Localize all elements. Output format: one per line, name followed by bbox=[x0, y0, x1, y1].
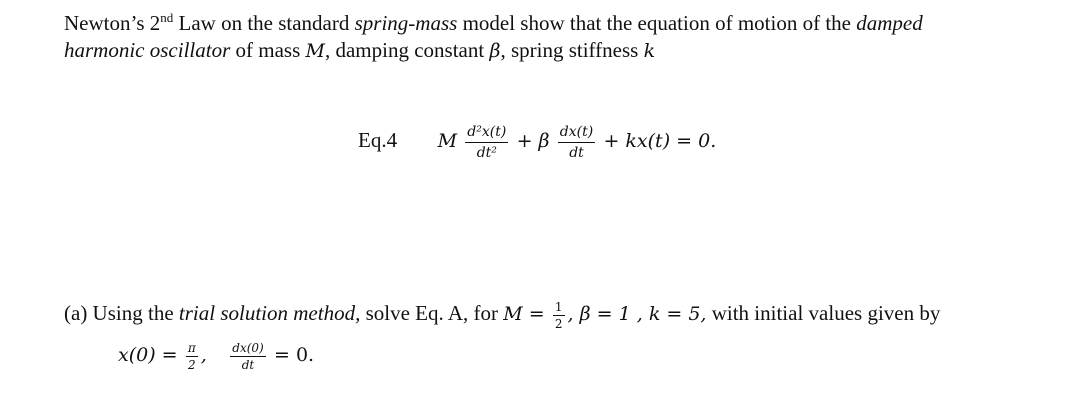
half-fraction bbox=[553, 300, 565, 331]
second-derivative-fraction bbox=[465, 123, 508, 162]
intro-text-b: Law on the standard bbox=[173, 11, 355, 35]
second-derivative-denominator: dt² bbox=[476, 144, 497, 161]
initial-velocity-rhs: = 0. bbox=[273, 344, 315, 366]
question-tail: with initial values given by bbox=[706, 301, 941, 325]
intro-line-2 bbox=[64, 37, 655, 64]
equation-eq4 bbox=[358, 118, 716, 163]
first-derivative-denominator: dt bbox=[569, 144, 584, 161]
ordinal-superscript: nd bbox=[160, 10, 174, 25]
symbol-mass: M bbox=[305, 40, 325, 62]
eq-mass-symbol: M bbox=[437, 130, 458, 152]
equation-label: Eq.4 bbox=[358, 128, 398, 152]
pi-denominator: 2 bbox=[187, 357, 196, 372]
intro-text-f: , spring stiffness bbox=[500, 38, 644, 62]
question-mid: solve Eq. A, for bbox=[360, 301, 504, 325]
term-trial-solution: trial solution method, bbox=[178, 301, 361, 325]
initial-comma: , bbox=[200, 344, 207, 366]
first-derivative-numerator: dx(t) bbox=[558, 123, 595, 143]
half-numerator: 1 bbox=[554, 299, 563, 314]
eq-plus-beta: + β bbox=[516, 130, 550, 152]
eq-remainder: + kx(t) = 0. bbox=[603, 130, 717, 152]
parameter-values: , β = 1 , k = 5, bbox=[567, 303, 707, 325]
intro-text-d: of mass bbox=[230, 38, 306, 62]
term-harmonic-oscillator: harmonic oscillator bbox=[64, 38, 231, 62]
symbol-k: k bbox=[643, 40, 656, 62]
half-denominator: 2 bbox=[554, 316, 563, 331]
pi-over-two-fraction bbox=[186, 341, 198, 372]
second-derivative-numerator: d²x(t) bbox=[465, 123, 508, 143]
question-prefix: (a) Using the bbox=[64, 301, 179, 325]
intro-text-e: , damping constant bbox=[324, 38, 490, 62]
first-derivative-fraction bbox=[558, 123, 595, 162]
pi-numerator: π bbox=[187, 340, 196, 355]
question-a-line-2 bbox=[118, 334, 314, 375]
symbol-beta: β bbox=[489, 40, 501, 62]
intro-line-1 bbox=[64, 10, 923, 36]
question-a-line-1 bbox=[64, 293, 940, 334]
term-damped: damped bbox=[856, 11, 923, 35]
initial-position-lhs: x(0) = bbox=[118, 344, 178, 366]
initial-velocity-denominator: dt bbox=[241, 357, 255, 372]
term-spring-mass: spring-mass bbox=[354, 11, 458, 35]
initial-velocity-fraction bbox=[230, 341, 265, 372]
initial-velocity-numerator: dx(0) bbox=[232, 340, 264, 355]
intro-text-c: model show that the equation of motion of the bbox=[457, 11, 857, 35]
intro-text-a: Newton’s 2 bbox=[64, 11, 161, 35]
mass-equals: M = bbox=[503, 303, 545, 325]
